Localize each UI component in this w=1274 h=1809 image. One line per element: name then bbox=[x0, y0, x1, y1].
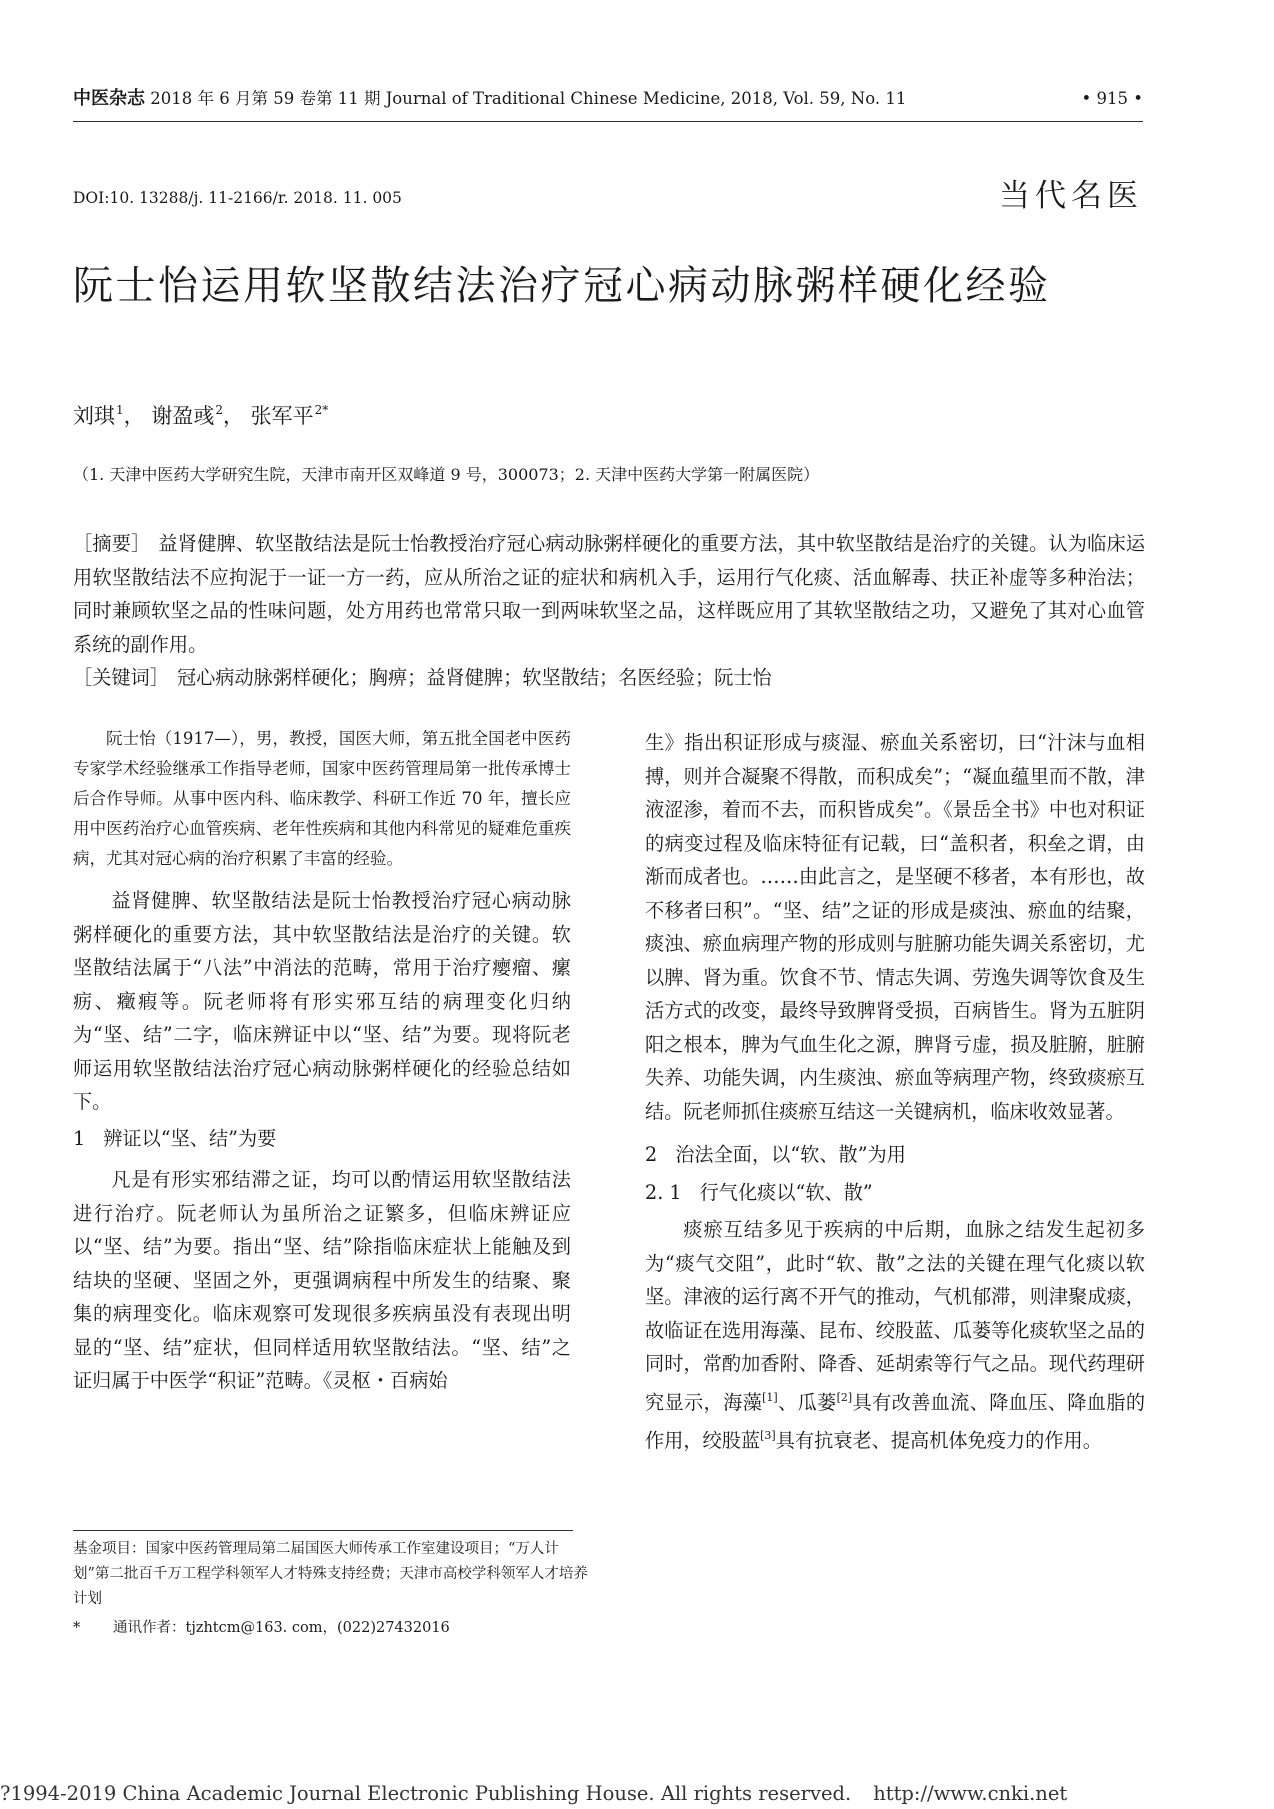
funding-note: 基金项目：国家中医药管理局第二届国医大师传承工作室建设项目；“万人计划”第二批百千万工程学科领军人才特殊支持经费；天津市高校学科领军人才培养计划 bbox=[73, 1541, 588, 1607]
subsection-number: 2. 1 bbox=[645, 1180, 682, 1204]
abstract-label: ［摘要］ bbox=[73, 532, 151, 555]
journal-issue: 2018 年 6 月第 59 卷第 11 期 Journal of Traditional Chinese Medicine, 2018, Vol. 59, No. 11 bbox=[150, 89, 907, 108]
body-paragraph: 痰瘀互结多见于疾病的中后期，血脉之结发生起初多为“痰气交阻”，此时“软、散”之法的关键在理气化痰以软坚。津液的运行离不开气的推动，气机郁滞，则津聚成痰，故临证在选用海藻、昆布、绞股蓝、瓜蒌等化痰软坚之品的同时，常酌加香附、降香、延胡索等行气之品。现代药理研究显示，海藻[1]、瓜蒌[2]具有改善血流、降血压、降血脂的作用，绞股蓝[3]具有抗衰老、提高机体免疫力的作用。 bbox=[645, 1218, 1146, 1452]
cnki-link[interactable]: http://www.cnki.net bbox=[873, 1782, 1068, 1805]
author: 谢盈彧$^2$， bbox=[151, 403, 244, 428]
subsection-title: 行气化痰以“软、散” bbox=[699, 1180, 873, 1204]
section-title: 治法全面，以“软、散”为用 bbox=[675, 1143, 906, 1166]
author-bio: 阮士怡（1917—），男，教授，国医大师，第五批全国老中医药专家学术经验继承工作指导老师，国家中医药管理局第一批传承博士后合作导师。从事中医内科、临床教学、科研工作近 70 年，擅长应用中医药治疗心血管疾病、老年性疾病和其他内科常见的疑难危重疾病，尤其对冠心病的治疗积累了丰富的经验。 bbox=[73, 729, 571, 868]
corresponding-mark: * bbox=[73, 1620, 81, 1636]
abstract bbox=[73, 527, 1145, 661]
body-paragraph: 生》指出积证形成与痰湿、瘀血关系密切，曰“汁沫与血相搏，则并合凝聚不得散，而积成矣”；“凝血蕴里而不散，津液涩渗，着而不去，而积皆成矣”。《景岳全书》中也对积证的病变过程及临床特征有记载，曰“盖积者，积垒之谓，由渐而成者也。……由此言之，是坚硬不移者，本有形也，故不移者曰积”。“坚、结”之证的形成是痰浊、瘀血的结聚，痰浊、瘀血病理产物的形成则与脏腑功能失调关系密切，尤以脾、肾为重。饮食不节、情志失调、劳逸失调等饮食及生活方式的改变，最终导致脾肾受损，百病皆生。肾为五脏阴阳之根本，脾为气血生化之源，脾肾亏虚，损及脏腑，脏腑失养、功能失调，内生痰浊、瘀血等病理产物，终致痰瘀互结。阮老师抓住痰瘀互结这一关键病机，临床收效显著。 bbox=[645, 731, 1145, 1123]
citation-ref[interactable]: [1] bbox=[762, 1390, 778, 1404]
footnote bbox=[73, 1537, 593, 1641]
column-name: 当代名医 bbox=[999, 178, 1143, 214]
corresponding-author bbox=[73, 1616, 593, 1641]
citation-ref[interactable]: [3] bbox=[760, 1429, 776, 1442]
section-number: 2 bbox=[645, 1143, 658, 1166]
copyright-line bbox=[0, 1782, 1274, 1805]
citation-ref[interactable]: [2] bbox=[836, 1390, 853, 1404]
section-heading bbox=[645, 1138, 1145, 1172]
abstract-text: 益肾健脾、软坚散结法是阮士怡教授治疗冠心病动脉粥样硬化的重要方法，其中软坚散结是治疗的关键。认为临床运用软坚散结法不应拘泥于一证一方一药，应从所治之证的症状和病机入手，运用行气化痰、活血解毒、扶正补虚等多种治法；同时兼顾软坚之品的性味问题，处方用药也常常只取一到两味软坚之品，这样既应用了其软坚散结之功，又避免了其对心血管系统的副作用。 bbox=[73, 532, 1146, 656]
author-list bbox=[73, 394, 328, 432]
keywords bbox=[73, 661, 1145, 695]
author: 张军平$^{2*}$ bbox=[250, 403, 329, 428]
right-column bbox=[645, 726, 1145, 1458]
body-paragraph: 益肾健脾、软坚散结法是阮士怡教授治疗冠心病动脉粥样硬化的重要方法，其中软坚散结法是治疗的关键。软坚散结法属于“八法”中消法的范畴，常用于治疗瘿瘤、瘰疬、癥瘕等。阮老师将有形实邪互结的病理变化归纳为“坚、结”二字，临床辨证中以“坚、结”为要。现将阮老师运用软坚散结法治疗冠心病动脉粥样硬化的经验总结如下。 bbox=[73, 889, 571, 1113]
article-title: 阮士怡运用软坚散结法治疗冠心病动脉粥样硬化经验 bbox=[73, 263, 1051, 309]
footnote-rule bbox=[73, 1530, 573, 1531]
affiliation: （1. 天津中医药大学研究生院，天津市南开区双峰道 9 号，300073；2. 天津中医药大学第一附属医院） bbox=[73, 465, 820, 484]
body-paragraph: 凡是有形实邪结滞之证，均可以酌情运用软坚散结法进行治疗。阮老师认为虽所治之证繁多，但临床辨证应以“坚、结”为要。指出“坚、结”除指临床症状上能触及到结块的坚硬、坚固之外，更强调病程中所发生的结聚、聚集的病理变化。临床观察可发现很多疾病虽没有表现出明显的“坚、结”症状，但同样适用软坚散结法。“坚、结”之证归属于中医学“积证”范畴。《灵枢・百病始 bbox=[73, 1168, 571, 1392]
doi: DOI:10. 13288/j. 11-2166/r. 2018. 11. 005 bbox=[73, 189, 402, 207]
copyright-text: ?1994-2019 China Academic Journal Electronic Publishing House. All rights reserved. bbox=[0, 1782, 852, 1805]
journal-info bbox=[73, 86, 906, 112]
journal-name: 中医杂志 bbox=[73, 88, 145, 109]
subsection-heading bbox=[645, 1176, 1145, 1210]
keywords-label: ［关键词］ bbox=[73, 666, 169, 689]
section-number: 1 bbox=[73, 1126, 86, 1150]
corresponding-info: 通讯作者：tjzhtcm@163. com，(022)27432016 bbox=[113, 1620, 450, 1636]
left-column bbox=[73, 724, 571, 1398]
section-heading bbox=[73, 1122, 571, 1156]
page-number: • 915 • bbox=[1081, 89, 1143, 108]
keywords-text: 冠心病动脉粥样硬化；胸痹；益肾健脾；软坚散结；名医经验；阮士怡 bbox=[176, 666, 772, 689]
author: 刘琪$^1$， bbox=[73, 403, 145, 428]
section-title: 辨证以“坚、结”为要 bbox=[103, 1126, 277, 1150]
header-rule bbox=[73, 121, 1143, 122]
